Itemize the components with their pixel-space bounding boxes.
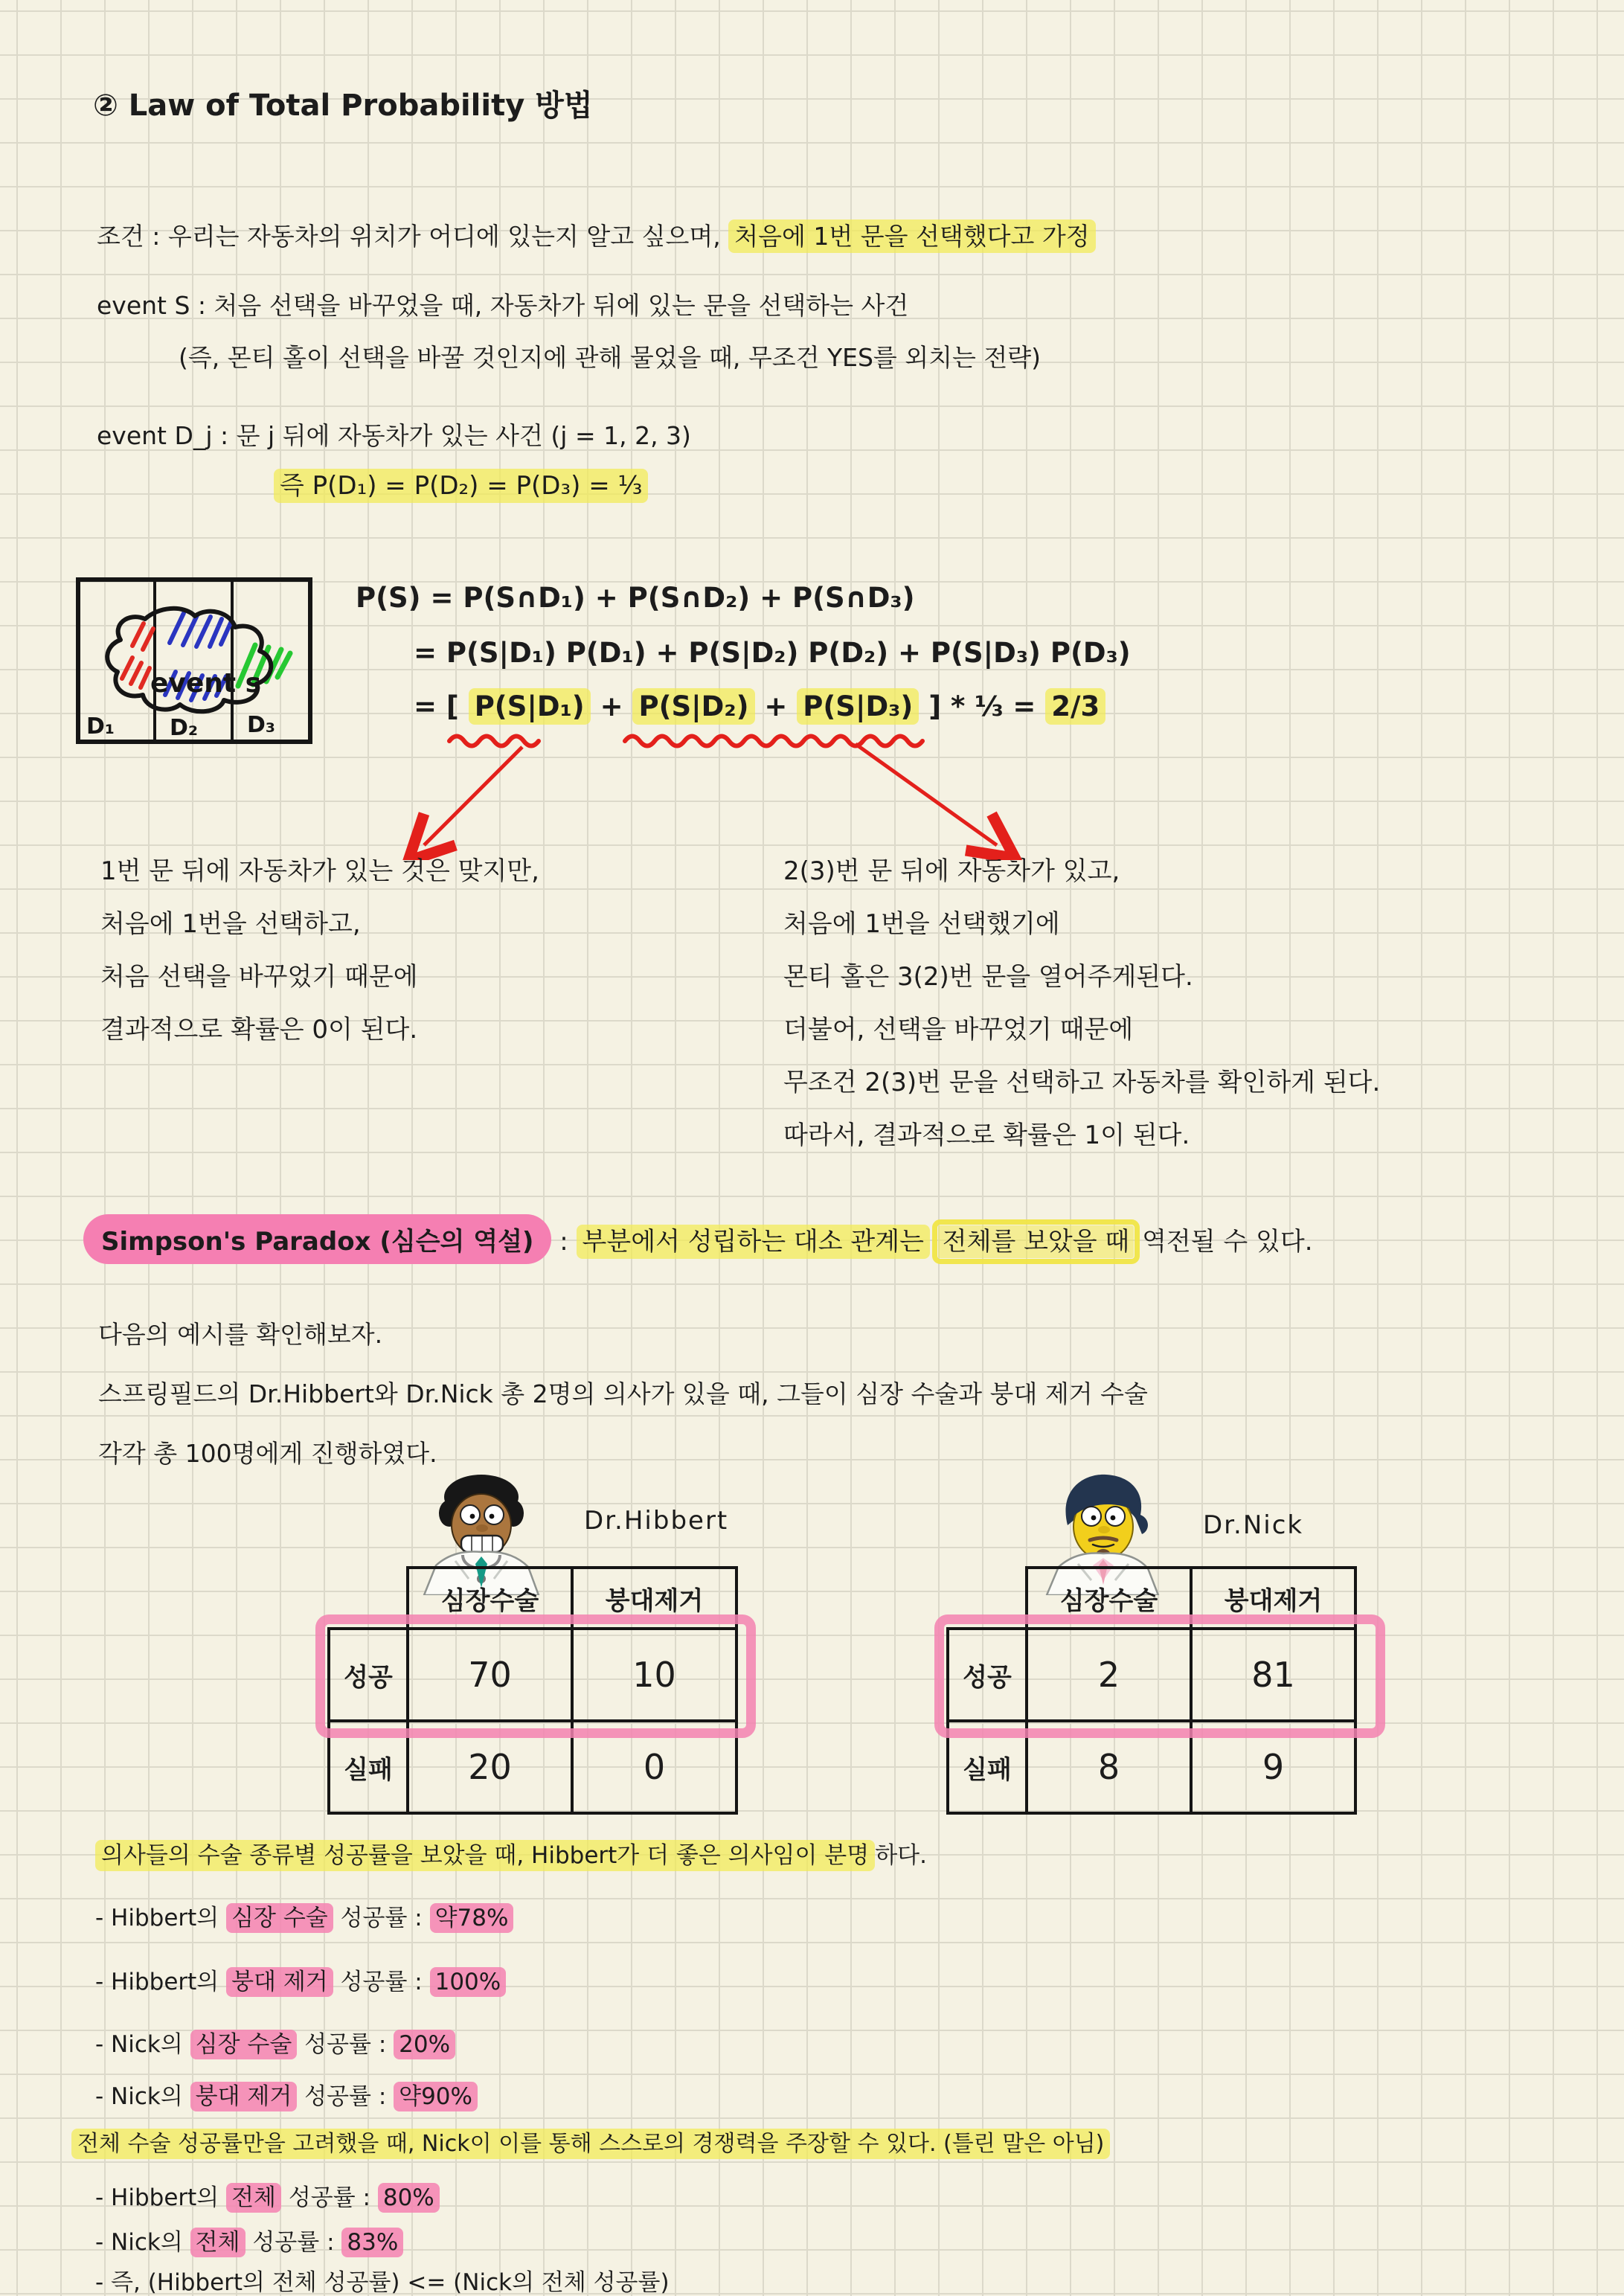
nick-col-bandage: 붕대제거	[1191, 1568, 1355, 1629]
bullet-nick-bandage	[95, 2077, 478, 2111]
pink-highlight: 20%	[394, 2030, 455, 2059]
hibbert-success-heart: 70	[408, 1629, 572, 1721]
red-arrows	[335, 735, 1049, 860]
nick-fail-heart: 8	[1027, 1721, 1191, 1813]
pink-highlight: 100%	[430, 1967, 507, 1997]
pink-highlight: 약90%	[394, 2082, 478, 2111]
partition-diagram	[74, 574, 314, 747]
bullet-text: - Hibbert의	[95, 1969, 227, 1995]
event-s-line1: event S : 처음 선택을 바꾸었을 때, 자동차가 뒤에 있는 문을 선택하는 사건	[97, 291, 909, 320]
event-s-line2: (즉, 몬티 홀이 선택을 바꿀 것인지에 관해 물었을 때, 무조건 YES를 외치는 전략)	[179, 343, 1042, 372]
formula-term2: P(S|D₂)	[632, 688, 754, 725]
pink-highlight: 전체	[226, 2183, 281, 2213]
formula-line2: = P(S|D₁) P(D₁) + P(S|D₂) P(D₂) + P(S|D₃) P(D₃)	[414, 637, 1131, 669]
simpson-def-highlight1: 부분에서 성립하는 대소 관계는	[577, 1225, 930, 1259]
simpson-heading: Simpson's Paradox (심슨의 역설)	[83, 1214, 551, 1264]
example-intro-3: 각각 총 100명에게 진행하였다.	[98, 1439, 437, 1468]
pink-highlight: 83%	[341, 2228, 403, 2257]
pink-highlight: 심장 수술	[190, 2030, 298, 2059]
nick-section	[946, 1467, 1408, 1824]
hibbert-name: Dr.Hibbert	[584, 1506, 729, 1536]
formula-result: 2/3	[1045, 688, 1105, 725]
formula-line1: P(S) = P(S∩D₁) + P(S∩D₂) + P(S∩D₃)	[356, 582, 915, 614]
event-dj-line1: event D_j : 문 j 뒤에 자동차가 있는 사건 (j = 1, 2, 3)	[97, 421, 691, 450]
condition-line	[97, 217, 1096, 252]
overall-claim-highlight: 전체 수술 성공률만을 고려했을 때, Nick이 이를 통해 스스로의 경쟁력을 주장할 수 있다. (틀린 말은 아님)	[71, 2129, 1110, 2159]
diagram-d3-label: D₃	[247, 712, 276, 738]
right-note-3: 몬티 홀은 3(2)번 문을 열어주게된다.	[783, 962, 1193, 992]
diagram-d1-label: D₁	[86, 714, 115, 740]
bullet-nick-total	[95, 2223, 403, 2257]
hibbert-col-bandage: 붕대제거	[572, 1568, 736, 1629]
right-note-5: 무조건 2(3)번 문을 선택하고 자동차를 확인하게 된다.	[783, 1068, 1381, 1097]
right-note-4: 더불어, 선택을 바꾸었기 때문에	[783, 1015, 1134, 1045]
condition-text: 조건 : 우리는 자동차의 위치가 어디에 있는지 알고 싶으며,	[97, 222, 729, 251]
hibbert-success-bandage: 10	[572, 1629, 736, 1721]
event-dj-probability: 즉 P(D₁) = P(D₂) = P(D₃) = ⅓	[274, 469, 648, 503]
nick-row-fail: 실패	[948, 1721, 1027, 1813]
simpson-colon: :	[551, 1227, 577, 1257]
conclusion-summary-rest: 하다.	[875, 1842, 927, 1869]
condition-highlight: 처음에 1번 문을 선택했다고 가정	[728, 219, 1095, 253]
right-note-2: 처음에 1번을 선택했기에	[783, 909, 1060, 939]
formula-term1: P(S|D₁)	[469, 688, 591, 725]
hibbert-success-row-marker	[315, 1614, 756, 1738]
bullet-hibbert-heart	[95, 1899, 513, 1932]
nick-name: Dr.Nick	[1203, 1510, 1304, 1540]
left-note-1: 1번 문 뒤에 자동차가 있는 것은 맞지만,	[100, 856, 539, 886]
nick-row-success: 성공	[948, 1629, 1027, 1721]
bullet-text: 성공률 :	[245, 2229, 342, 2256]
bullet-text: - Hibbert의	[95, 2184, 227, 2211]
bullet-comparison: - 즉, (Hibbert의 전체 성공률) <= (Nick의 전체 성공률)	[95, 2269, 670, 2296]
formula-bracket-open: = [	[414, 690, 469, 722]
pink-highlight: 심장 수술	[226, 1903, 333, 1933]
right-note-6: 따라서, 결과적으로 확률은 1이 된다.	[783, 1120, 1190, 1150]
simpson-def-highlight2: 전체를 보았을 때	[938, 1225, 1134, 1258]
formula-plus2: +	[754, 690, 797, 722]
pink-highlight: 붕대 제거	[190, 2082, 298, 2111]
example-intro-2: 스프링필드의 Dr.Hibbert와 Dr.Nick 총 2명의 의사가 있을 때, 그들이 심장 수술과 붕대 제거 수술	[98, 1379, 1148, 1408]
diagram-d2-label: D₂	[170, 715, 199, 741]
formula-plus1: +	[590, 690, 633, 722]
hibbert-row-success: 성공	[329, 1629, 408, 1721]
bullet-hibbert-total	[95, 2178, 440, 2212]
page-title: ② Law of Total Probability 방법	[93, 89, 593, 123]
pink-highlight: 붕대 제거	[226, 1967, 333, 1997]
bullet-text: - Nick의	[95, 2031, 190, 2058]
example-intro-1: 다음의 예시를 확인해보자.	[98, 1320, 383, 1349]
right-note-1: 2(3)번 문 뒤에 자동차가 있고,	[783, 856, 1120, 886]
formula-line3	[414, 690, 1105, 722]
hibbert-fail-bandage: 0	[572, 1721, 736, 1813]
overall-claim-line	[71, 2125, 1110, 2158]
pink-highlight: 80%	[378, 2183, 440, 2213]
formula-term3: P(S|D₃)	[797, 688, 919, 725]
bullet-text: - Nick의	[95, 2083, 190, 2110]
hibbert-section	[327, 1467, 789, 1824]
left-note-3: 처음 선택을 바꾸었기 때문에	[100, 962, 418, 992]
nick-success-row-marker	[934, 1614, 1385, 1738]
event-dj-line2	[274, 465, 648, 501]
hibbert-col-heart: 심장수술	[408, 1568, 572, 1629]
nick-success-bandage: 81	[1191, 1629, 1355, 1721]
left-note-2: 처음에 1번을 선택하고,	[100, 909, 361, 939]
bullet-hibbert-bandage	[95, 1963, 506, 1996]
pink-highlight: 전체	[190, 2228, 245, 2257]
nick-col-heart: 심장수술	[1027, 1568, 1191, 1629]
simpson-heading-line	[83, 1214, 1313, 1264]
bullet-text: 성공률 :	[297, 2031, 394, 2058]
formula-bracket-close: ] * ⅓ =	[919, 690, 1046, 722]
hibbert-fail-heart: 20	[408, 1721, 572, 1813]
bullet-nick-heart	[95, 2025, 455, 2059]
bullet-text: - Nick의	[95, 2229, 190, 2256]
diagram-event-label: event s	[150, 668, 262, 699]
conclusion-summary-highlight: 의사들의 수술 종류별 성공률을 보았을 때, Hibbert가 더 좋은 의사임이 분명	[95, 1840, 875, 1871]
bullet-text: - Hibbert의	[95, 1905, 227, 1931]
nick-fail-bandage: 9	[1191, 1721, 1355, 1813]
conclusion-summary	[95, 1836, 927, 1870]
bullet-text: 성공률 :	[281, 2184, 378, 2211]
simpson-def-rest: 역전될 수 있다.	[1134, 1227, 1313, 1257]
bullet-text: 성공률 :	[333, 1969, 430, 1995]
left-note-4: 결과적으로 확률은 0이 된다.	[100, 1015, 418, 1045]
pink-highlight: 약78%	[430, 1903, 514, 1933]
nick-success-heart: 2	[1027, 1629, 1191, 1721]
bullet-text: 성공률 :	[333, 1905, 430, 1931]
bullet-text: 성공률 :	[297, 2083, 394, 2110]
hibbert-row-fail: 실패	[329, 1721, 408, 1813]
